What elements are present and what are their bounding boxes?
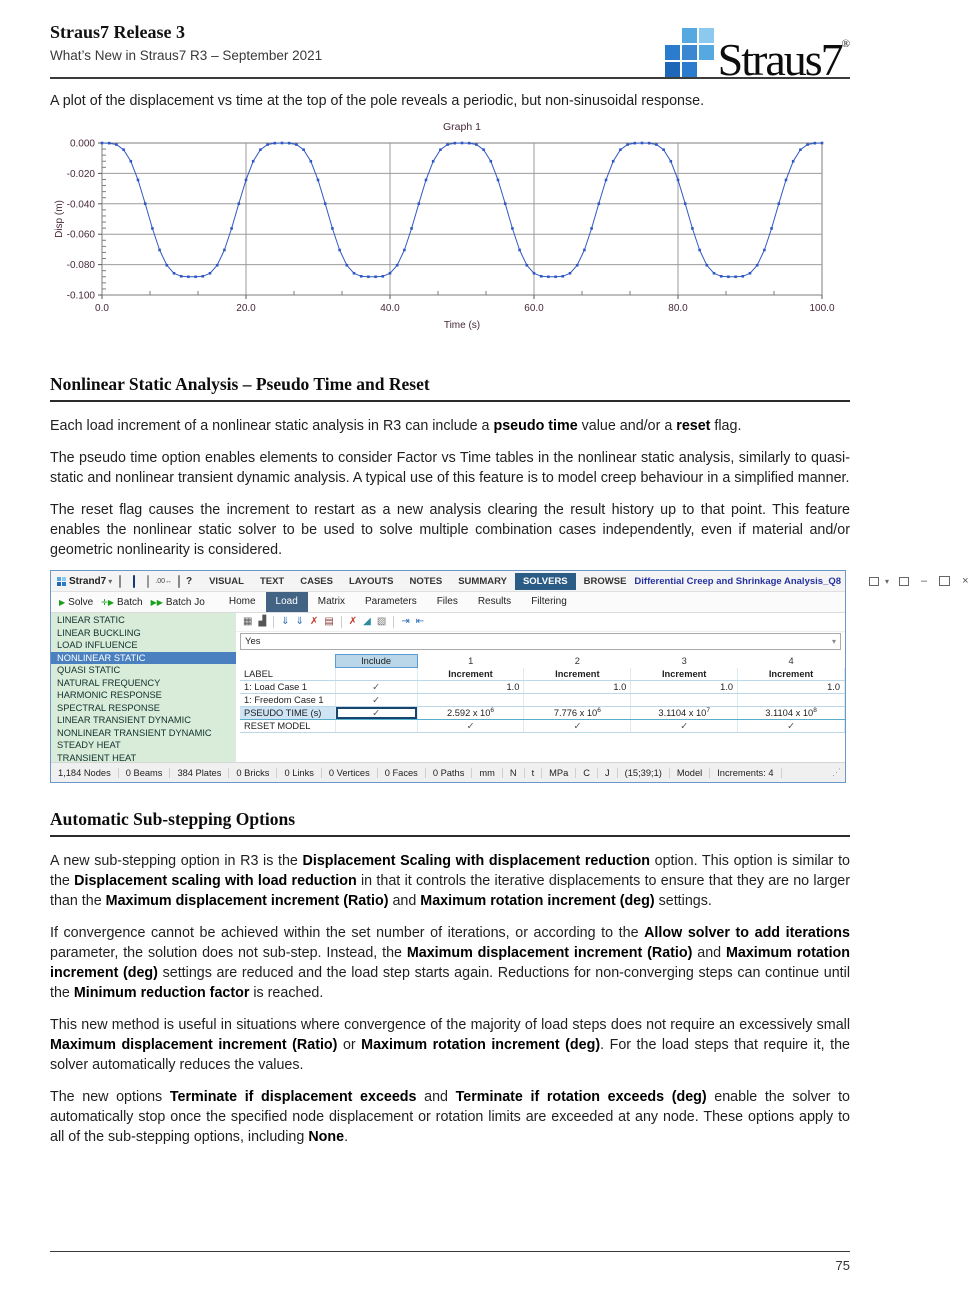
print-preview-icon[interactable] (178, 575, 180, 588)
table-row (240, 694, 845, 707)
menu-tab-browse[interactable]: BROWSE (583, 575, 627, 587)
x-tick-label: 20.0 (236, 303, 256, 314)
clear-table-icon[interactable]: ✗ (348, 616, 358, 627)
value-cell[interactable]: Increment (631, 668, 738, 681)
edit-cell-icon[interactable]: ▧ (376, 616, 387, 627)
data-marker (742, 275, 745, 278)
status-segment: 0 Faces (378, 768, 426, 778)
data-marker (302, 148, 305, 151)
app-titlebar (51, 571, 969, 592)
page-header (50, 22, 850, 85)
data-marker (115, 143, 118, 146)
menu-tab-layouts[interactable]: LAYOUTS (348, 575, 394, 587)
help-icon[interactable]: ? (185, 575, 193, 587)
data-marker (252, 160, 255, 163)
batch-button[interactable] (101, 597, 142, 608)
value-cell[interactable] (631, 694, 738, 707)
paragraph: The pseudo time option enables elements to consider Factor vs Time tables in the nonlinear static analysis, similarly to quasi-static and nonlinear transient dynamic analysis. A typical use of this feature is to model creep behaviour in a simplified manner. (50, 450, 850, 486)
toolbar-separator (273, 616, 274, 628)
column-header[interactable]: 1 (468, 656, 474, 666)
include-cell[interactable] (335, 668, 417, 681)
table-row (240, 720, 845, 733)
data-marker (518, 249, 521, 252)
data-marker (418, 202, 421, 205)
data-marker (720, 275, 723, 278)
y-tick-label: -0.100 (66, 290, 95, 302)
doc-title: Straus7 Release 3 (50, 22, 185, 42)
chart-title: Graph 1 (443, 121, 481, 133)
menu-tab-text[interactable]: TEXT (259, 575, 285, 587)
logo-square-icon (665, 62, 680, 77)
registered-mark: ® (841, 38, 850, 50)
data-marker (756, 264, 759, 267)
data-marker (245, 179, 248, 182)
data-marker (461, 142, 464, 145)
tab-home[interactable]: Home (228, 596, 256, 607)
value-cell[interactable] (738, 694, 845, 707)
status-segment: MPa (542, 768, 576, 778)
include-combo[interactable] (240, 633, 841, 650)
value-cell[interactable]: 1.0 (524, 681, 631, 694)
y-axis-label: Disp (m) (54, 200, 65, 238)
strand7-logo-icon (57, 577, 66, 586)
action-label: Batch Jo (165, 596, 205, 608)
paragraph: A new sub-stepping option in R3 is the Displacement Scaling with displacement reduction option. This option is similar to the Displacement scaling with load reduction in that it controls the iterative displacements to ensure that they are no larger than the Maximum displacement increment (Ratio) and Maximum rotation increment (deg) settings. (50, 853, 850, 909)
value-cell[interactable]: 3.1104 x $10^8$ (738, 707, 845, 720)
status-segment: 0 Vertices (322, 768, 378, 778)
doc-subtitle: What’s New in Straus7 R3 – September 2021 (50, 48, 323, 63)
data-marker (583, 249, 586, 252)
bar-chart-icon[interactable]: ▟ (258, 616, 267, 627)
footer-rule (50, 1251, 850, 1252)
data-marker (439, 148, 442, 151)
data-marker (662, 148, 665, 151)
include-cell[interactable]: ✓ (335, 707, 417, 720)
logo-square-icon (682, 45, 697, 60)
grid-view-icon[interactable]: ▦ (243, 616, 253, 627)
data-marker (180, 275, 183, 278)
insert-increment-before-icon[interactable]: ⇓ (281, 616, 290, 627)
data-marker (504, 202, 507, 205)
app-name[interactable]: Strand7 (69, 575, 107, 587)
data-marker (670, 160, 673, 163)
data-marker (727, 275, 730, 278)
data-marker (446, 143, 449, 146)
logo-square-icon (682, 28, 697, 43)
section-heading-pseudo-time: Nonlinear Static Analysis – Pseudo Time and Reset (50, 374, 850, 402)
maximize-icon[interactable] (939, 576, 950, 586)
data-marker (684, 202, 687, 205)
data-marker (785, 179, 788, 182)
logo-square-icon (665, 45, 680, 60)
include-cell[interactable] (335, 720, 417, 733)
data-marker (389, 272, 392, 275)
row-label: 1: Freedom Case 1 (240, 694, 335, 707)
sidebar-item-harmonic-response[interactable]: HARMONIC RESPONSE (57, 690, 162, 700)
data-marker (130, 160, 133, 163)
y-tick-label: -0.080 (66, 260, 95, 272)
data-marker (482, 148, 485, 151)
data-marker (749, 272, 752, 275)
status-segment: Model (670, 768, 710, 778)
data-marker (194, 275, 197, 278)
data-marker (626, 143, 629, 146)
column-header[interactable] (240, 655, 335, 668)
status-segment: 0 Beams (119, 768, 171, 778)
menu-tab-summary[interactable]: SUMMARY (458, 575, 507, 587)
insert-increment-after-icon[interactable]: ⇓ (295, 616, 304, 627)
data-marker (281, 142, 284, 145)
data-marker (526, 264, 529, 267)
value-cell[interactable]: Increment (417, 668, 524, 681)
toolbar-separator (341, 616, 342, 628)
value-cell[interactable] (524, 694, 631, 707)
data-marker (216, 264, 219, 267)
value-cell[interactable]: ✓ (631, 720, 738, 733)
batch-jobs-icon: ▶▶ (150, 597, 163, 607)
combo-dropdown-icon[interactable]: ▾ (831, 637, 836, 646)
y-tick-label: 0.000 (69, 138, 95, 150)
restore-icon[interactable] (899, 577, 909, 586)
delete-increment-icon[interactable]: ✗ (309, 616, 319, 627)
straus7-logo-text: Straus7® (717, 34, 850, 85)
data-marker (274, 142, 277, 145)
model-window-icon[interactable] (869, 577, 879, 586)
solve-button[interactable] (59, 597, 93, 608)
paragraph: This new method is useful in situations where convergence of the majority of load steps does not require an excessively small Maximum displacement increment (Ratio) or Maximum rotation increment (deg). For the load steps that require it, the solver automatically reduces the values. (50, 1017, 850, 1073)
data-marker (576, 264, 579, 267)
import-table-icon[interactable]: ⇥ (401, 616, 410, 627)
data-marker (454, 142, 457, 145)
data-marker (691, 227, 694, 230)
table-cases-icon[interactable]: ▤ (324, 616, 334, 627)
data-marker (590, 227, 593, 230)
data-marker (706, 264, 709, 267)
data-marker (144, 202, 147, 205)
close-icon[interactable]: × (962, 575, 969, 587)
data-marker (432, 160, 435, 163)
page-number: 75 (835, 1258, 850, 1273)
column-header[interactable]: 2 (574, 656, 580, 666)
data-marker (569, 272, 572, 275)
data-marker (648, 142, 651, 145)
value-cell[interactable]: 3.1104 x $10^7$ (631, 707, 738, 720)
column-header[interactable]: 4 (788, 656, 794, 666)
status-segment: (15;39;1) (618, 768, 670, 778)
data-marker (173, 272, 176, 275)
row-label: 1: Load Case 1 (240, 681, 335, 694)
data-marker (562, 275, 565, 278)
data-marker (511, 227, 514, 230)
paragraph: The new options Terminate if displacement exceeds and Terminate if rotation exceeds (deg) enable the solver to automatically stop once the specified node displacement or rotation limits are exceeded at any node. These options apply to all of the sub-stepping options, including None. (50, 1089, 850, 1145)
solver-actions (51, 597, 205, 608)
solver-sub-tabs (219, 592, 577, 612)
data-marker (396, 264, 399, 267)
number-format-icon[interactable]: .00↔ (155, 577, 172, 585)
action-label: Solve (68, 596, 94, 608)
data-marker (158, 249, 161, 252)
menu-tab-cases[interactable]: CASES (300, 575, 333, 587)
export-page-icon[interactable] (147, 575, 149, 588)
row-label: PSEUDO TIME (s) (240, 707, 335, 720)
include-cell[interactable]: ✓ (335, 681, 417, 694)
x-tick-label: 100.0 (809, 303, 835, 314)
data-marker (821, 142, 824, 145)
sidebar-item-steady-heat[interactable]: STEADY HEAT (57, 740, 121, 750)
data-marker (295, 143, 298, 146)
logo-square-icon (665, 28, 680, 43)
value-cell[interactable]: ✓ (738, 720, 845, 733)
data-marker (238, 202, 241, 205)
tab-files[interactable]: Files (436, 596, 458, 607)
status-segment: 0 Links (277, 768, 321, 778)
data-marker (713, 272, 716, 275)
row-label: LABEL (240, 668, 335, 681)
resize-grip-icon[interactable]: ⋰ (832, 767, 841, 777)
export-table-icon[interactable]: ⇤ (415, 616, 425, 627)
value-cell[interactable]: Increment (738, 668, 845, 681)
data-marker (677, 179, 680, 182)
menu-tab-visual[interactable]: VISUAL (209, 575, 244, 587)
data-marker (310, 160, 313, 163)
status-segment: N (503, 768, 525, 778)
status-segment: 0 Paths (426, 768, 473, 778)
page-footer (50, 1251, 850, 1273)
increments-table (240, 654, 845, 733)
data-marker (612, 160, 615, 163)
straus7-logo (665, 20, 850, 84)
status-segment: J (598, 768, 618, 778)
new-file-icon[interactable] (119, 575, 121, 588)
status-segment: t (525, 768, 543, 778)
data-marker (122, 148, 125, 151)
logo-square-icon (699, 45, 714, 60)
data-marker (266, 143, 269, 146)
data-marker (698, 249, 701, 252)
menu-tab-solvers[interactable]: SOLVERS (515, 573, 576, 590)
value-cell[interactable]: 2.592 x $10^6$ (417, 707, 524, 720)
table-row (240, 681, 845, 694)
action-label: Batch (117, 596, 143, 608)
table-row (240, 668, 845, 681)
data-marker (353, 272, 356, 275)
sidebar-item-linear-transient-dynamic[interactable]: LINEAR TRANSIENT DYNAMIC (57, 715, 191, 725)
y-tick-label: -0.040 (66, 199, 95, 211)
value-cell[interactable]: Increment (524, 668, 631, 681)
data-marker (547, 275, 550, 278)
value-cell[interactable]: 1.0 (631, 681, 738, 694)
value-cell[interactable]: ✓ (524, 720, 631, 733)
data-marker (475, 143, 478, 146)
data-marker (223, 249, 226, 252)
displacement-chart (50, 117, 850, 344)
y-tick-label: -0.060 (66, 229, 95, 241)
paragraph: If convergence cannot be achieved within the set number of iterations, or according to the Allow solver to add iterations parameter, the solution does not sub-step. Instead, the Maximum displacement increment (Ratio) and Maximum rotation increment (deg) settings are reduced and the load step starts again. Reductions for non-converging steps can continue until the Minimum reduction factor is reached. (50, 925, 851, 1001)
data-marker (468, 142, 471, 145)
data-marker (338, 249, 341, 252)
sidebar-item-linear-buckling[interactable]: LINEAR BUCKLING (57, 627, 141, 638)
data-marker (770, 227, 773, 230)
sidebar-item-nonlinear-static[interactable]: NONLINEAR STATIC (51, 652, 236, 665)
sidebar-item-quasi-static[interactable]: QUASI STATIC (57, 665, 121, 675)
chevron-down-icon[interactable]: ▾ (108, 576, 113, 586)
x-tick-label: 60.0 (524, 303, 544, 314)
data-marker (101, 142, 104, 145)
data-marker (346, 264, 349, 267)
value-cell[interactable]: ✓ (417, 720, 524, 733)
data-marker (641, 142, 644, 145)
minimize-icon[interactable]: – (921, 575, 928, 587)
tab-load[interactable]: Load (266, 592, 308, 612)
value-cell[interactable]: 1.0 (738, 681, 845, 694)
combo-value: Yes (245, 636, 261, 647)
data-marker (554, 275, 557, 278)
status-segment: 0 Bricks (229, 768, 277, 778)
section-heading-substepping: Automatic Sub-stepping Options (50, 809, 850, 837)
data-marker (814, 142, 817, 145)
data-marker (288, 142, 291, 145)
data-marker (619, 148, 622, 151)
strand7-app-window (50, 570, 969, 783)
data-marker (382, 275, 385, 278)
row-label: RESET MODEL (240, 720, 335, 733)
paragraph: Each load increment of a nonlinear static analysis in R3 can include a pseudo time value and/or a reset flag. (50, 418, 742, 434)
x-tick-label: 0.0 (95, 303, 109, 314)
tab-filtering[interactable]: Filtering (531, 596, 567, 607)
window-controls (863, 575, 975, 587)
menu-tab-notes[interactable]: NOTES (409, 575, 443, 587)
data-marker (540, 275, 543, 278)
data-marker (734, 275, 737, 278)
data-marker (605, 179, 608, 182)
data-marker (202, 275, 205, 278)
app-statusbar (51, 762, 845, 782)
logo-square-icon (699, 62, 714, 77)
table-toolbar (236, 613, 845, 632)
data-marker (209, 272, 212, 275)
chart-canvas (50, 117, 846, 339)
column-header[interactable]: 3 (681, 656, 687, 666)
stair-graph-icon[interactable]: ◢ (363, 616, 371, 627)
data-marker (533, 272, 536, 275)
data-marker (799, 148, 802, 151)
status-segment: mm (472, 768, 503, 778)
tab-matrix[interactable]: Matrix (317, 596, 346, 607)
solver-ribbon (51, 592, 845, 613)
status-segment: C (576, 768, 598, 778)
table-row (240, 707, 845, 720)
value-cell[interactable]: 7.776 x $10^6$ (524, 707, 631, 720)
data-marker (230, 227, 233, 230)
status-segment: 1,184 Nodes (51, 768, 119, 778)
x-tick-label: 80.0 (668, 303, 688, 314)
main-menu-tabs (201, 573, 634, 590)
solve-play-icon: ▶ (59, 597, 66, 607)
sidebar-item-linear-static[interactable]: LINEAR STATIC (57, 615, 125, 625)
data-marker (497, 179, 500, 182)
status-segment: 384 Plates (170, 768, 229, 778)
sidebar-item-nonlinear-transient-dynamic[interactable]: NONLINEAR TRANSIENT DYNAMIC (57, 727, 212, 738)
y-tick-label: -0.020 (66, 168, 95, 180)
data-marker (763, 249, 766, 252)
table-header-row (240, 655, 845, 668)
data-marker (151, 227, 154, 230)
data-marker (331, 227, 334, 230)
data-marker (259, 148, 262, 151)
data-marker (137, 179, 140, 182)
data-marker (490, 160, 493, 163)
x-tick-label: 40.0 (380, 303, 400, 314)
batch-jo-button[interactable] (151, 597, 205, 608)
data-marker (403, 249, 406, 252)
data-marker (367, 275, 370, 278)
intro-paragraph: A plot of the displacement vs time at the top of the pole reveals a periodic, but non-sinusoidal response. (50, 93, 705, 109)
value-cell[interactable] (417, 694, 524, 707)
data-marker (792, 160, 795, 163)
sidebar-item-spectral-response[interactable]: SPECTRAL RESPONSE (57, 702, 160, 713)
data-marker (410, 227, 413, 230)
data-marker (806, 143, 809, 146)
tab-results[interactable]: Results (477, 596, 512, 607)
paragraph: The reset flag causes the increment to restart as a new analysis clearing the result history up to that point. This feature enables the nonlinear static solver to be used to solve multiple combination cases independently, even if material and/or geometric nonlinearity is considered. (50, 502, 850, 558)
data-marker (374, 275, 377, 278)
data-marker (360, 275, 363, 278)
model-title: Differential Creep and Shrinkage Analysis_Q8 (634, 575, 842, 587)
sidebar-item-transient-heat[interactable]: TRANSIENT HEAT (57, 752, 137, 763)
tab-parameters[interactable]: Parameters (365, 596, 417, 607)
data-marker (324, 202, 327, 205)
data-marker (598, 202, 601, 205)
sidebar-item-load-influence[interactable]: LOAD INFLUENCE (57, 640, 138, 650)
batch-play-icon: ✛▶ (101, 597, 115, 607)
data-marker (778, 202, 781, 205)
data-marker (187, 275, 190, 278)
include-cell[interactable]: ✓ (335, 694, 417, 707)
data-marker (425, 179, 428, 182)
logo-square-icon (699, 28, 714, 43)
straus7-logo-squares-icon (665, 28, 714, 77)
column-header-include[interactable]: Include (335, 655, 417, 668)
data-marker (634, 142, 637, 145)
logo-square-icon (682, 62, 697, 77)
data-marker (655, 143, 658, 146)
data-marker (166, 264, 169, 267)
toolbar-separator (393, 616, 394, 628)
x-axis-label: Time (s) (443, 320, 481, 331)
data-marker (317, 179, 320, 182)
status-segment: Increments: 4 (710, 768, 781, 778)
data-marker (108, 142, 111, 145)
chevron-down-icon[interactable]: ▾ (885, 576, 890, 586)
solver-type-list (51, 613, 236, 762)
value-cell[interactable]: 1.0 (417, 681, 524, 694)
sidebar-item-natural-frequency[interactable]: NATURAL FREQUENCY (57, 677, 161, 688)
save-icon[interactable] (133, 575, 135, 588)
